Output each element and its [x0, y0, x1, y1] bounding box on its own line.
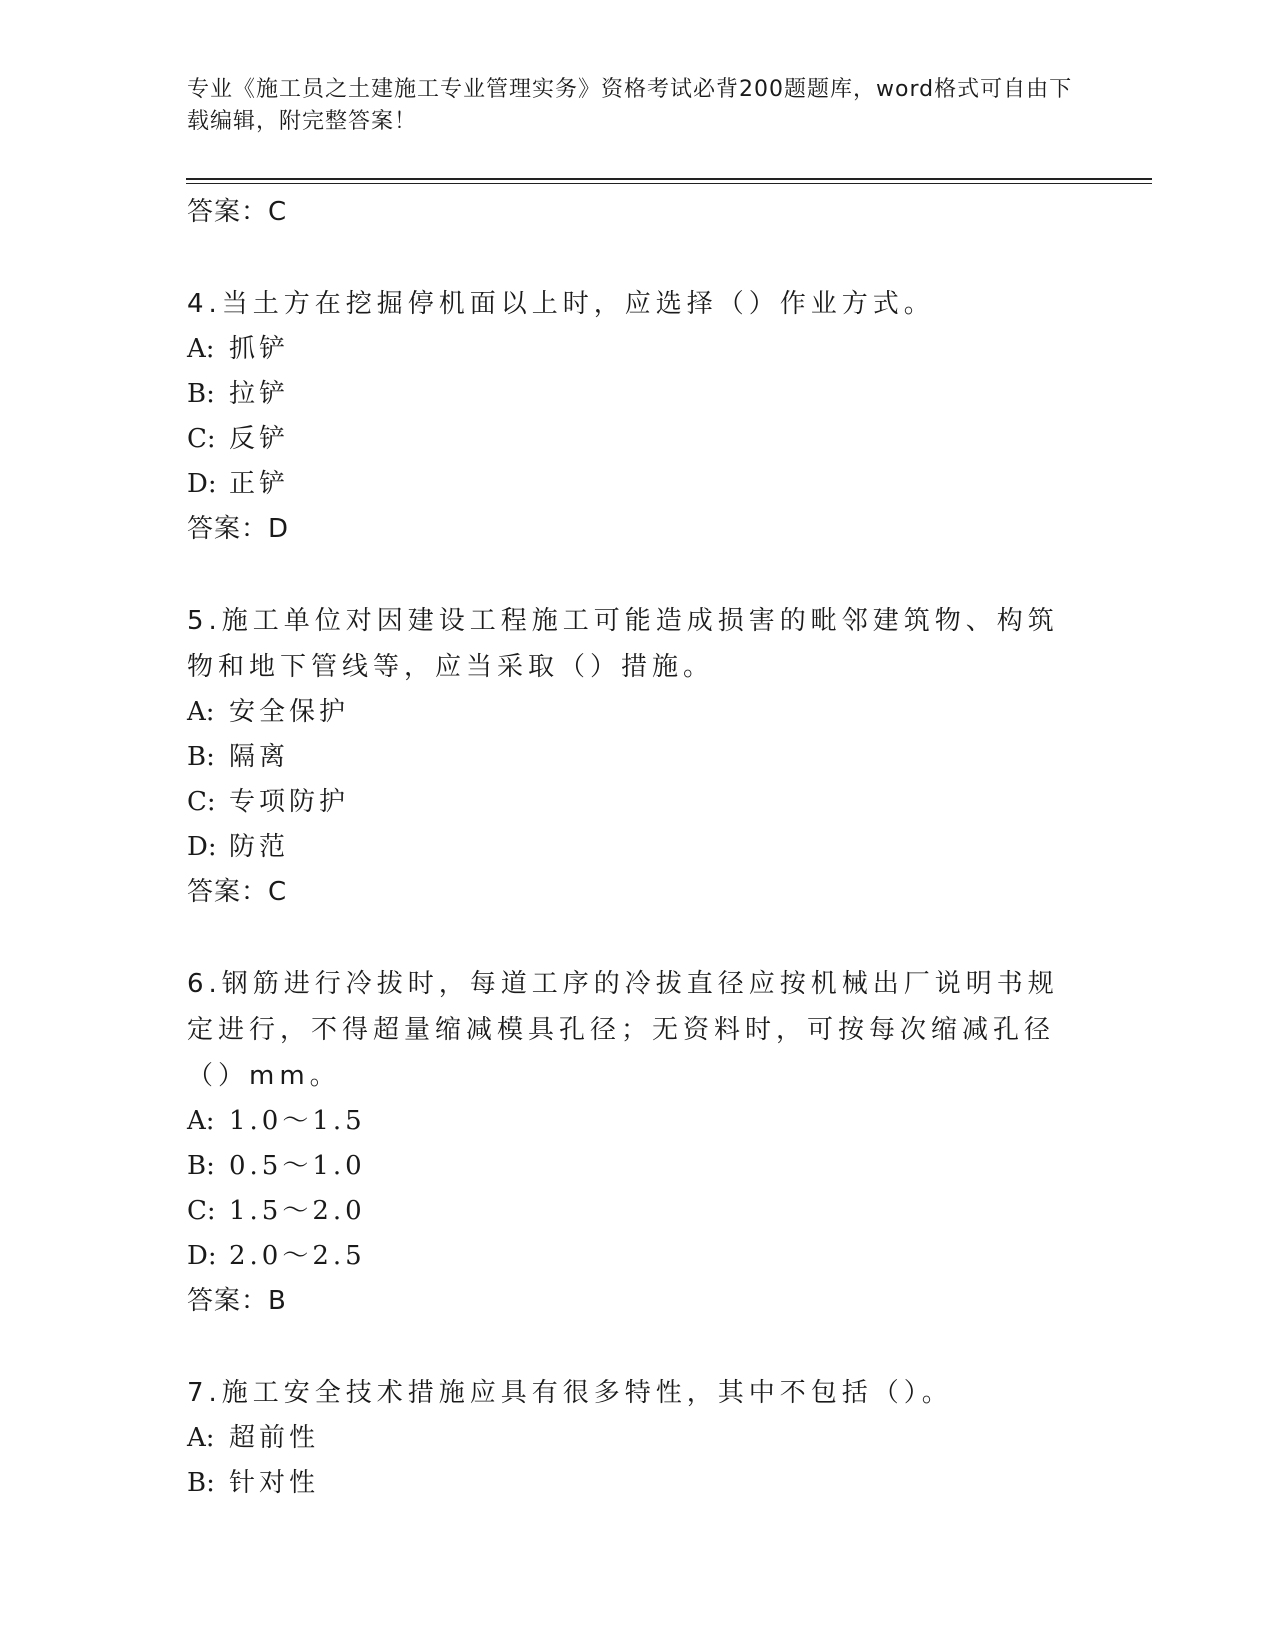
answer-line: 答案：C	[187, 877, 288, 907]
option-a: A: 超前性	[187, 1423, 320, 1453]
option-b: B: 0.5～1.0	[187, 1151, 366, 1181]
answer-line: 答案：C	[187, 197, 288, 227]
answer-line: 答案：B	[187, 1286, 287, 1316]
question-text: 5.施工单位对因建设工程施工可能造成损害的毗邻建筑物、构筑物和地下管线等，应当采取（）措施。	[187, 606, 1059, 682]
question-text: 6.钢筋进行冷拔时，每道工序的冷拔直径应按机械出厂说明书规定进行，不得超量缩减模具孔径；无资料时，可按每次缩减孔径（）mm。	[187, 969, 1059, 1091]
option-d: D: 正铲	[187, 469, 290, 499]
option-a: A: 1.0～1.5	[187, 1106, 366, 1136]
option-a: A: 安全保护	[187, 697, 350, 727]
option-a: A: 抓铲	[187, 334, 290, 364]
question-text: 7.施工安全技术措施应具有很多特性，其中不包括（）。	[187, 1378, 953, 1408]
header-rule-thick	[186, 178, 1152, 180]
question-text: 4.当土方在挖掘停机面以上时，应选择（）作业方式。	[187, 289, 935, 319]
header-rule-thin	[186, 183, 1152, 184]
option-c: C: 专项防护	[187, 787, 350, 817]
option-d: D: 2.0～2.5	[187, 1241, 366, 1271]
option-b: B: 拉铲	[187, 379, 290, 409]
option-b: B: 针对性	[187, 1468, 320, 1498]
option-b: B: 隔离	[187, 742, 290, 772]
answer-line: 答案：D	[187, 514, 290, 544]
document-header: 专业《施工员之土建施工专业管理实务》资格考试必背200题题库，word格式可自由下载编辑，附完整答案！	[187, 77, 1073, 134]
option-c: C: 反铲	[187, 424, 290, 454]
option-d: D: 防范	[187, 832, 290, 862]
option-c: C: 1.5～2.0	[187, 1196, 366, 1226]
question-list	[187, 190, 1087, 1506]
